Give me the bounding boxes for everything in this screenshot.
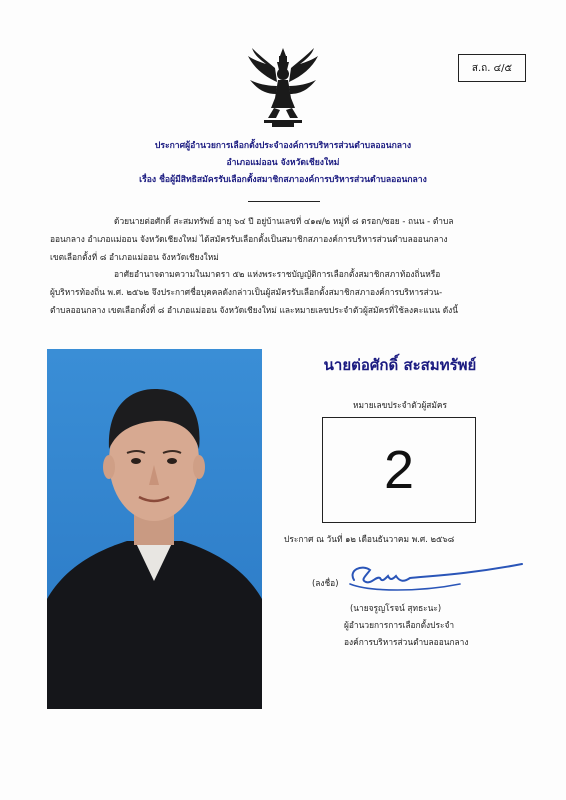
signatory-name: (นายจรูญโรจน์ สุทธะนะ) xyxy=(350,603,442,613)
announcement-header xyxy=(40,138,526,189)
paragraph-line: ตำบลออนกลาง เขตเลือกตั้งที่ ๘ อำเภอแม่ออน จังหวัดเชียงใหม่ และหมายเลขประจำตัวผู้สมัครที่ใช้ลงคะแนน ดังนี้ xyxy=(50,305,458,315)
handwritten-signature-icon xyxy=(340,558,530,598)
header-line-title: ประกาศผู้อำนวยการเลือกตั้งประจำองค์การบริหารส่วนตำบลออนกลาง xyxy=(154,141,412,151)
header-line-district: อำเภอแม่ออน จังหวัดเชียงใหม่ xyxy=(226,158,340,168)
paragraph-legal-basis xyxy=(50,265,526,319)
form-code-box: ส.ถ. ๔/๕ xyxy=(458,54,526,82)
header-line-subject: เรื่อง ชื่อผู้มีสิทธิสมัครรับเลือกตั้งสมาชิกสภาองค์การบริหารส่วนตำบลออนกลาง xyxy=(139,175,427,185)
candidate-number: 2 xyxy=(383,440,415,500)
signatory-block xyxy=(344,600,534,651)
garuda-emblem-icon xyxy=(244,46,322,128)
candidate-portrait-icon xyxy=(47,349,262,709)
candidate-name: นายต่อศักดิ์ สะสมทรัพย์ xyxy=(323,356,477,374)
paragraph-line: เขตเลือกตั้งที่ ๘ อำเภอแม่ออน จังหวัดเชียงใหม่ xyxy=(50,252,219,262)
candidate-photo xyxy=(47,349,262,709)
signatory-title-line2: องค์การบริหารส่วนตำบลออนกลาง xyxy=(344,637,469,647)
header-divider xyxy=(248,201,320,202)
signatory-title-line1: ผู้อำนวยการการเลือกตั้งประจำ xyxy=(344,620,455,630)
paragraph-line: ด้วยนายต่อศักดิ์ สะสมทรัพย์ อายุ ๖๔ ปี อยู่บ้านเลขที่ ๔๑๗/๒ หมู่ที่ ๘ ตรอก/ซอย - ถนน - ตำบล xyxy=(114,216,454,226)
paragraph-applicant xyxy=(50,212,526,266)
paragraph-line: ออนกลาง อำเภอแม่ออน จังหวัดเชียงใหม่ ได้สมัครรับเลือกตั้งเป็นสมาชิกสภาองค์การบริหารส่วนตำบลออนกลาง xyxy=(50,234,448,244)
signature-label: (ลงชื่อ) xyxy=(312,578,339,588)
candidate-number-box xyxy=(322,417,476,523)
announcement-date: ประกาศ ณ วันที่ ๑๒ เดือนธันวาคม พ.ศ. ๒๕๖๘ xyxy=(284,534,455,544)
paragraph-line: อาศัยอำนาจตามความในมาตรา ๕๒ แห่งพระราชบัญญัติการเลือกตั้งสมาชิกสภาท้องถิ่นหรือ xyxy=(114,269,441,279)
candidate-number-label: หมายเลขประจำตัวผู้สมัคร xyxy=(352,400,448,410)
paragraph-line: ผู้บริหารท้องถิ่น พ.ศ. ๒๕๖๒ จึงประกาศชื่อบุคคลดังกล่าวเป็นผู้สมัครรับเลือกตั้งสมาชิกสภาองค์การบริหารส่วน- xyxy=(50,287,443,297)
